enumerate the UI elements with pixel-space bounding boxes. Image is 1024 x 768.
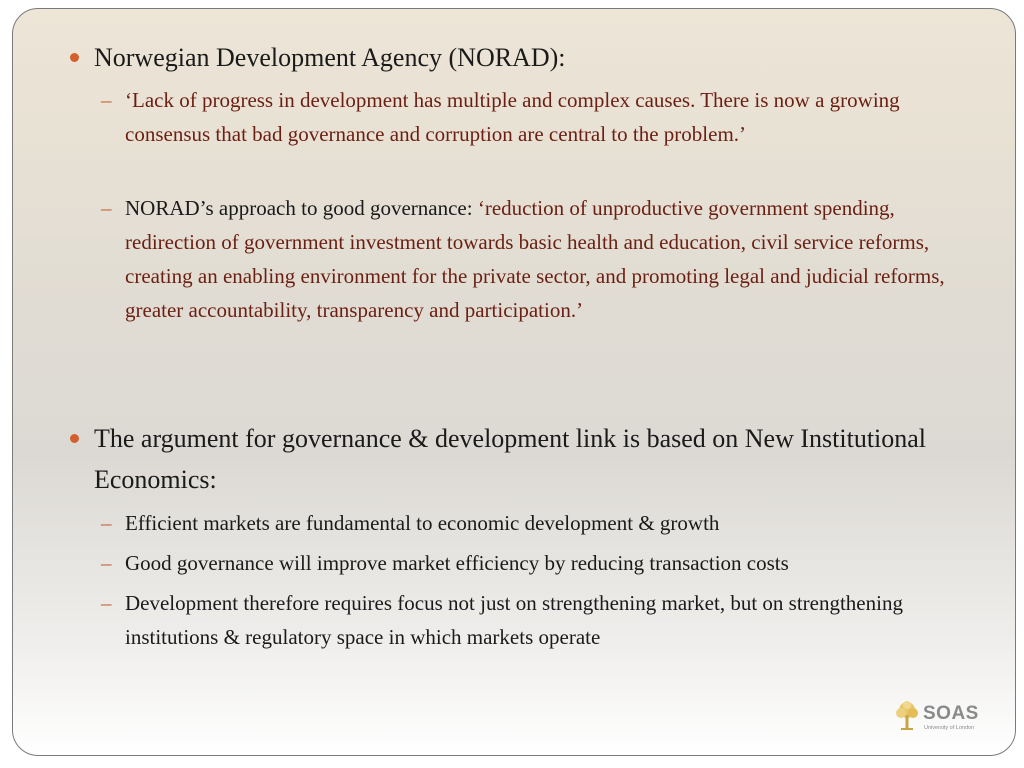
sub-bullet-efficient-markets xyxy=(101,506,975,540)
sub-bullet-development-focus xyxy=(101,586,975,654)
efficient-markets-text: Efficient markets are fundamental to economic development & growth xyxy=(125,511,720,535)
slide-content xyxy=(13,9,1015,755)
development-focus-text: Development therefore requires focus not just on strengthening market, but on strengthening institutions & regulatory space in which markets operate xyxy=(125,591,903,649)
logo-name: SOAS xyxy=(923,703,979,724)
soas-logo xyxy=(893,700,993,736)
dash-icon: – xyxy=(101,196,112,220)
norad-approach-quote: ‘reduction of unproductive government spending, redirection of government investment towards basic health and education, civil service reforms, creating an enabling environment for the private sector, and promoting legal and judicial reforms, greater accountability, transparency and participation.’ xyxy=(125,196,945,322)
logo-subtitle: University of London xyxy=(924,725,975,731)
bullet-dot-icon xyxy=(70,434,79,443)
tree-icon xyxy=(893,700,921,732)
bullet-norad-heading: Norwegian Development Agency (NORAD): xyxy=(94,43,566,72)
dash-icon: – xyxy=(101,88,112,112)
sub-bullet-norad-approach xyxy=(101,191,975,327)
sub-bullet-norad-quote xyxy=(101,83,965,151)
bullet-governance-argument xyxy=(94,418,954,500)
norad-quote-text: ‘Lack of progress in development has multiple and complex causes. There is now a growing consensus that bad governance and corruption are central to the problem.’ xyxy=(125,88,900,146)
dash-icon: – xyxy=(101,591,112,615)
good-governance-text: Good governance will improve market efficiency by reducing transaction costs xyxy=(125,551,789,575)
bullet-dot-icon xyxy=(70,53,79,62)
bullet-governance-heading: The argument for governance & development link is based on New Institutional Economics: xyxy=(94,424,927,494)
bullet-norad xyxy=(94,37,944,78)
dash-icon: – xyxy=(101,511,112,535)
slide-frame xyxy=(12,8,1016,756)
sub-bullet-good-governance xyxy=(101,546,975,580)
dash-icon: – xyxy=(101,551,112,575)
norad-approach-prefix: NORAD’s approach to good governance: xyxy=(125,196,478,220)
